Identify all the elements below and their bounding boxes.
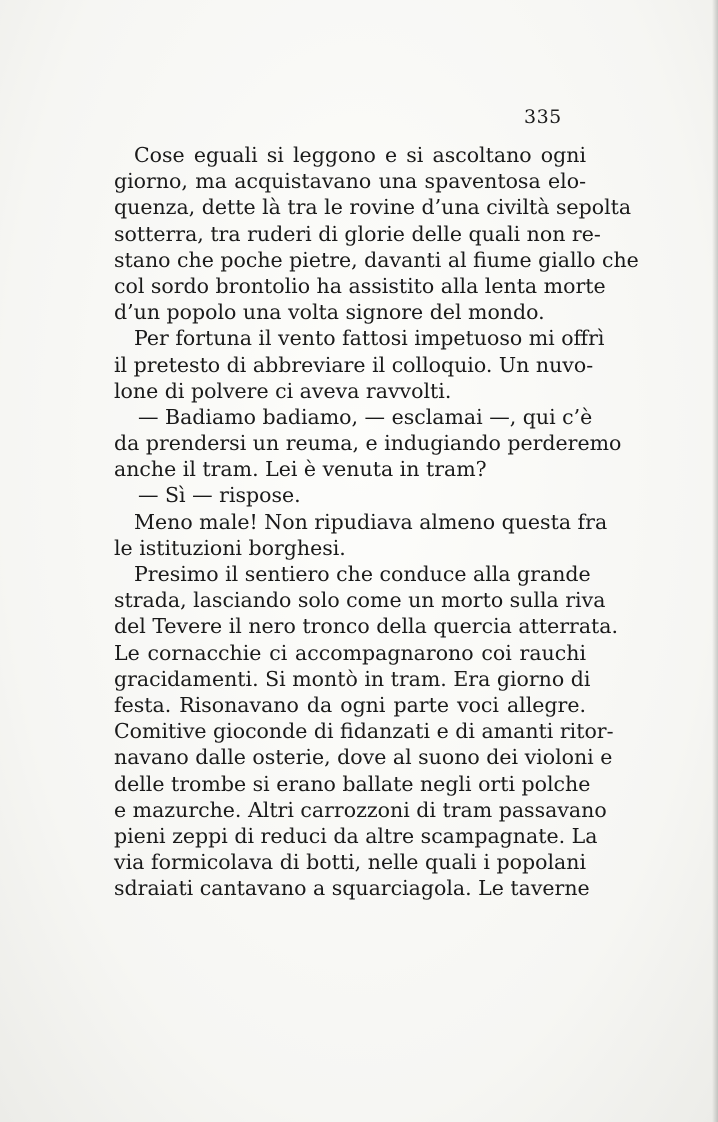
text-line: Meno male! Non ripudiava almeno questa fra xyxy=(134,509,608,534)
text-line: Cose eguali si leggono e si ascoltano ogni xyxy=(134,143,586,167)
text-line: quenza, dette là tra le rovine d’una civiltà sepolta xyxy=(114,195,632,220)
text-line: gracidamenti. Si montò in tram. Era giorno di xyxy=(114,666,591,691)
page-edge-shadow xyxy=(712,0,718,1122)
text-line: — Badiamo badiamo, — esclamai —, qui c’è xyxy=(138,404,593,429)
text-line: pieni zeppi di reduci da altre scampagnate. La xyxy=(114,823,598,848)
text-line: delle trombe si erano ballate negli orti polche xyxy=(114,771,591,796)
text-line: il pretesto di abbreviare il colloquio. Un nuvo- xyxy=(114,352,594,377)
text-line: lone di polvere ci aveva ravvolti. xyxy=(114,378,452,403)
page-number: 335 xyxy=(524,106,562,128)
text-line: sotterra, tra ruderi di glorie delle quali non re- xyxy=(114,221,601,246)
text-line: navano dalle osterie, dove al suono dei violoni e xyxy=(114,745,613,770)
text-line: Le cornacchie ci accompagnarono coi rauchi xyxy=(114,640,586,665)
text-line: stano che poche pietre, davanti al fiume giallo che xyxy=(114,247,639,272)
text-line: del Tevere il nero tronco della quercia atterrata. xyxy=(114,614,619,639)
text-line: le istituzioni borghesi. xyxy=(114,535,346,560)
text-line: e mazurche. Altri carrozzoni di tram passavano xyxy=(114,797,607,822)
text-line: via formicolava di botti, nelle quali i popolani xyxy=(114,850,586,875)
text-line: Per fortuna il vento fattosi impetuoso mi offrì xyxy=(134,326,605,351)
text-line: anche il tram. Lei è venuta in tram? xyxy=(114,457,487,482)
text-line: da prendersi un reuma, e indugiando perderemo xyxy=(114,431,622,456)
text-line: Comitive gioconde di fidanzati e di amanti ritor- xyxy=(114,719,614,744)
body-text xyxy=(114,142,639,901)
text-line: d’un popolo una volta signore del mondo. xyxy=(114,300,545,325)
text-line: Presimo il sentiero che conduce alla grande xyxy=(134,562,591,586)
text-line: sdraiati cantavano a squarciagola. Le taverne xyxy=(114,876,590,901)
text-line: festa. Risonavano da ogni parte voci allegre. xyxy=(114,692,586,717)
text-line: col sordo brontolio ha assistito alla lenta morte xyxy=(114,273,606,298)
text-line: strada, lasciando solo come un morto sulla riva xyxy=(114,588,606,613)
text-line: — Sì — rispose. xyxy=(138,483,301,508)
text-line: giorno, ma acquistavano una spaventosa elo- xyxy=(114,169,586,194)
